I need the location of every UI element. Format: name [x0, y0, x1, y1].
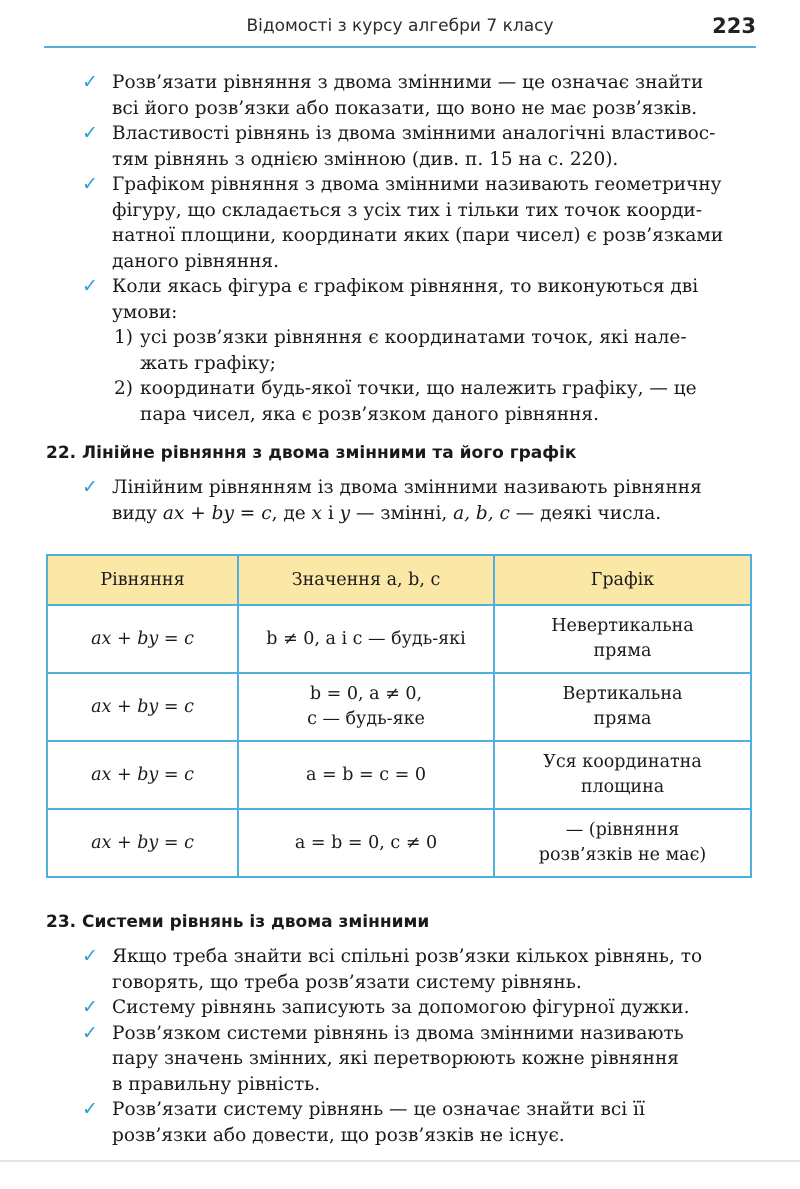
item-line: в правильну рівність.	[112, 1073, 321, 1095]
graph-cell	[494, 673, 751, 741]
item-line: жать графіку;	[140, 352, 276, 374]
column-header: Рівняння	[47, 555, 238, 605]
cell-line: c — будь-яке	[307, 709, 425, 729]
equation-inline: ax + by = c	[162, 502, 272, 524]
list-item	[82, 172, 762, 274]
cell-line: Вертикальна	[562, 684, 683, 704]
cell-line: b = 0, a ≠ 0,	[309, 684, 423, 704]
cell-line: a = b = 0, c ≠ 0	[294, 832, 438, 853]
text-fragment: і	[321, 502, 340, 524]
table-row	[47, 809, 751, 877]
list-item	[82, 475, 762, 526]
page-bottom-divider	[0, 1160, 800, 1162]
cell-line: — (рівняння	[565, 820, 680, 840]
linear-equation-table	[46, 554, 752, 878]
check-icon: ✓	[82, 945, 98, 967]
table-row	[47, 673, 751, 741]
list-item	[82, 995, 762, 1021]
item-line: всі його розв’язки або показати, що воно не має розв’язків.	[112, 97, 698, 119]
item-line: Розв’язком системи рівнянь із двома змінними називають	[112, 1022, 684, 1044]
item-line: Властивості рівнянь із двома змінними аналогічні властивос-	[112, 123, 716, 144]
graph-cell	[494, 809, 751, 877]
top-bullet-list	[82, 70, 762, 427]
page-number: 223	[712, 14, 756, 38]
equation-cell: ax + by = c	[47, 605, 238, 673]
section-23-heading: 23. Системи рівнянь із двома змінними	[46, 912, 430, 932]
graph-cell	[494, 741, 751, 809]
list-item	[82, 121, 762, 172]
condition-item	[82, 376, 762, 427]
page-header	[44, 12, 756, 48]
item-line: Якщо треба знайти всі спільні розв’язки кількох рівнянь, то	[112, 946, 703, 967]
cell-line: a = b = c = 0	[306, 764, 426, 785]
cell-line: розв’язків не має)	[538, 845, 707, 865]
cell-line: Невертикальна	[551, 616, 694, 636]
section-22-heading: 22. Лінійне рівняння з двома змінними та його графік	[46, 443, 577, 463]
item-line: пару значень змінних, які перетворюють кожне рівняння	[112, 1048, 679, 1069]
variable-y: y	[339, 502, 351, 524]
item-line: усі розв’язки рівняння є координатами точок, які нале-	[140, 327, 687, 348]
cell-line: площина	[580, 777, 665, 797]
equation-cell: ax + by = c	[47, 673, 238, 741]
item-line: говорять, що треба розв’язати систему рівнянь.	[112, 971, 582, 993]
item-line: даного рівняння.	[112, 250, 279, 272]
table-row	[47, 741, 751, 809]
table-header-row	[47, 555, 751, 605]
item-line: Систему рівнянь записують за допомогою фігурної дужки.	[112, 997, 690, 1018]
equation-cell: ax + by = c	[47, 741, 238, 809]
cell-line: b ≠ 0, a і c — будь-які	[266, 628, 466, 649]
check-icon: ✓	[82, 1098, 98, 1120]
column-header: Графік	[494, 555, 751, 605]
cell-line: пряма	[593, 641, 652, 661]
list-item	[82, 70, 762, 121]
item-line: Розв’язати рівняння з двома змінними — це означає знайти	[112, 72, 704, 93]
item-line	[112, 501, 762, 527]
cell-line: Уся координатна	[543, 752, 702, 772]
check-icon: ✓	[82, 996, 98, 1018]
section-22-body	[82, 475, 762, 526]
item-line: пара чисел, яка є розв’язком даного рівняння.	[140, 403, 599, 425]
cell-line: пряма	[593, 709, 652, 729]
item-line: розв’язки або довести, що розв’язків не існує.	[112, 1124, 565, 1146]
text-fragment: — змінні,	[350, 502, 454, 524]
check-icon: ✓	[82, 1021, 98, 1044]
list-item	[82, 1021, 762, 1098]
condition-number: 1)	[114, 327, 133, 348]
item-line: фігуру, що складається з усіх тих і тільки тих точок коорди-	[112, 199, 702, 221]
item-line: Графіком рівняння з двома змінними називають геометричну	[112, 174, 722, 195]
check-icon: ✓	[82, 275, 98, 297]
table-row	[47, 605, 751, 673]
values-cell	[238, 605, 494, 673]
condition-item	[82, 325, 762, 376]
coefficients: a, b, c	[453, 502, 510, 524]
text-fragment: виду	[112, 502, 163, 524]
item-line: умови:	[112, 301, 178, 323]
values-cell	[238, 809, 494, 877]
item-line: Коли якась фігура є графіком рівняння, то виконуються дві	[112, 276, 699, 297]
item-line: натної площини, координати яких (пари чисел) є розв’язками	[112, 225, 724, 246]
values-cell	[238, 741, 494, 809]
item-line: координати будь-якої точки, що належить графіку, — це	[140, 378, 697, 399]
section-23-body	[82, 944, 762, 1148]
equation-cell: ax + by = c	[47, 809, 238, 877]
check-icon: ✓	[82, 476, 98, 498]
text-fragment: , де	[271, 502, 312, 524]
list-item	[82, 1097, 762, 1148]
graph-cell	[494, 605, 751, 673]
variable-x: x	[311, 502, 322, 524]
check-icon: ✓	[82, 173, 98, 195]
running-title: Відомості з курсу алгебри 7 класу	[246, 16, 554, 36]
list-item	[82, 274, 762, 325]
item-line: Лінійним рівнянням із двома змінними називають рівняння	[112, 477, 702, 498]
check-icon: ✓	[82, 122, 98, 144]
check-icon: ✓	[82, 71, 98, 93]
list-item	[82, 944, 762, 995]
item-line: тям рівнянь з однією змінною (див. п. 15 на с. 220).	[112, 148, 619, 170]
values-cell	[238, 673, 494, 741]
column-header: Значення a, b, c	[238, 555, 494, 605]
condition-number: 2)	[114, 378, 133, 399]
text-fragment: — деякі числа.	[509, 502, 662, 524]
item-line: Розв’язати систему рівнянь — це означає знайти всі її	[112, 1099, 645, 1120]
